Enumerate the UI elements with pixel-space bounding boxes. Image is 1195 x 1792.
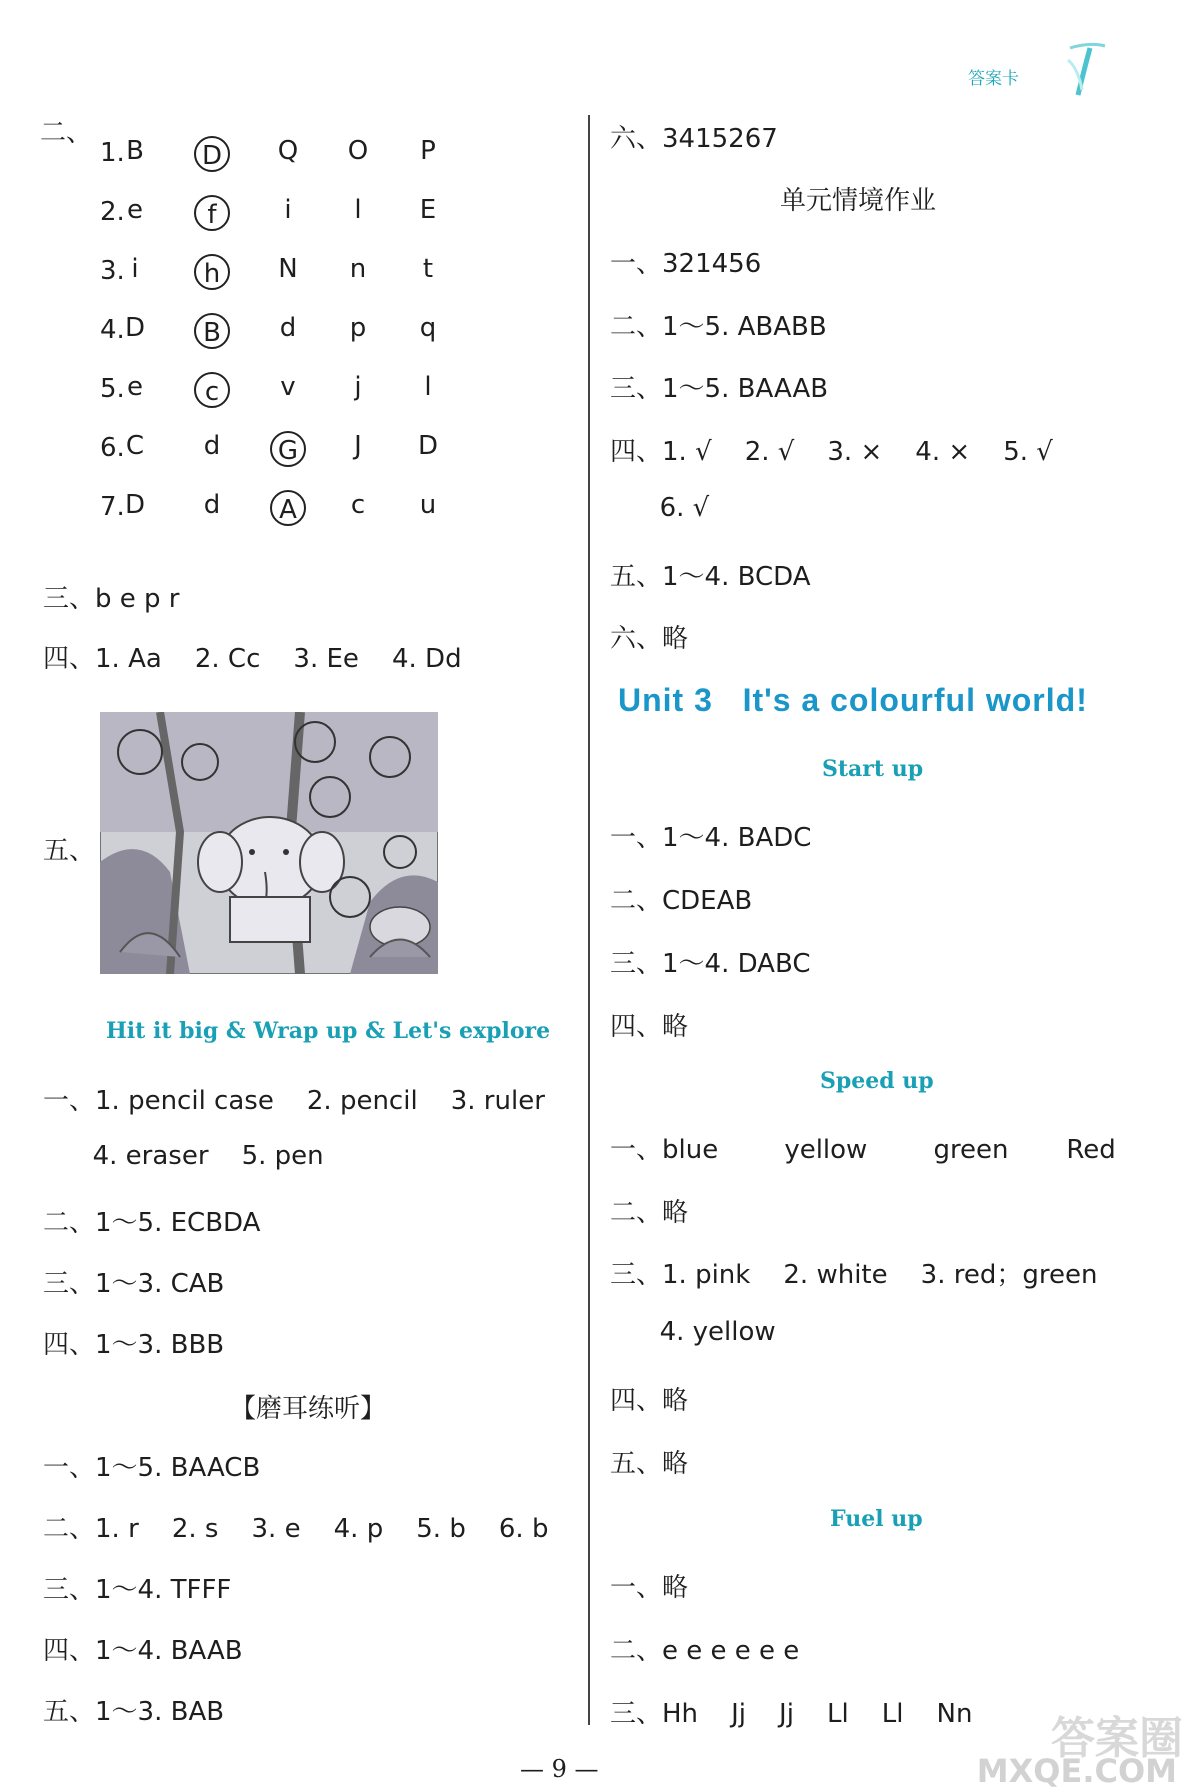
- grid-letter: v: [280, 372, 296, 402]
- grid-letter: e: [127, 195, 143, 225]
- grid-letter: D: [417, 431, 439, 461]
- grid-letter: E: [419, 195, 437, 225]
- answer-line: 一、略: [610, 1573, 689, 1603]
- answer-line: 四、略: [610, 1012, 689, 1042]
- hit-it-big-title: Hit it big & Wrap up & Let's explore: [106, 1018, 551, 1044]
- section-3-line: 三、b e p r: [43, 584, 180, 614]
- grid-row-number: 6.: [100, 433, 125, 463]
- grid-letter: u: [419, 490, 437, 520]
- answer-line: 五、1～3. BAB: [43, 1697, 225, 1727]
- grid-letter: N: [278, 254, 298, 284]
- answer-line: 四、1～3. BBB: [43, 1330, 225, 1360]
- circled-letter: f: [194, 195, 230, 231]
- grid-row-number: 3.: [100, 256, 125, 286]
- circled-letter: A: [270, 490, 306, 526]
- moer-title: 【磨耳练听】: [230, 1394, 387, 1424]
- answer-line: 一、blue yellow green Red: [610, 1135, 1116, 1165]
- section-2-label: 二、: [40, 118, 93, 148]
- grid-letter: q: [419, 313, 437, 343]
- grid-letter: e: [127, 372, 143, 402]
- answer-line: 一、321456: [610, 249, 762, 279]
- grid-letter: D: [124, 490, 146, 520]
- header-logo-icon: [1060, 40, 1110, 100]
- grid-letter: B: [126, 136, 144, 166]
- watermark-logo: 答案圈: [1051, 1713, 1183, 1764]
- grid-row-number: 7.: [100, 492, 125, 522]
- answer-line: 三、1. pink 2. white 3. red；green: [610, 1260, 1098, 1291]
- answer-line: 三、1～3. CAB: [43, 1269, 225, 1299]
- grid-letter: c: [350, 490, 366, 520]
- start-up-title: Start up: [822, 756, 924, 782]
- circled-letter: B: [194, 313, 230, 349]
- answer-line: 五、略: [610, 1448, 689, 1479]
- circled-letter: D: [194, 136, 230, 172]
- unit-task-title: 单元情境作业: [780, 186, 937, 216]
- answer-line: 三、1～5. BAAAB: [610, 374, 829, 404]
- grid-letter: J: [354, 431, 362, 461]
- circled-letter: h: [194, 254, 230, 290]
- circled-letter: G: [270, 431, 306, 467]
- answer-line: 4. eraser 5. pen: [43, 1141, 324, 1171]
- grid-letter: d: [279, 313, 297, 343]
- answer-line: 四、略: [610, 1385, 689, 1416]
- page-number: — 9 —: [520, 1755, 599, 1783]
- section-4-line: 四、1. Aa 2. Cc 3. Ee 4. Dd: [43, 644, 462, 674]
- answer-line: 四、1. √ 2. √ 3. × 4. × 5. √: [610, 436, 1053, 467]
- answer-line: 四、1～4. BAAB: [43, 1636, 243, 1666]
- answer-line: 六、略: [610, 624, 689, 654]
- answer-line: 五、1～4. BCDA: [610, 561, 811, 592]
- header-label: 答案卡: [968, 69, 1019, 89]
- grid-letter: i: [131, 254, 139, 284]
- answer-line: 二、1～5. ABABB: [610, 311, 827, 342]
- fuel-up-title: Fuel up: [830, 1506, 923, 1532]
- grid-row-number: 1.: [100, 138, 125, 168]
- grid-letter: d: [203, 431, 221, 461]
- grid-letter: j: [354, 372, 362, 402]
- column-divider: [588, 115, 590, 1725]
- circled-letter: c: [194, 372, 230, 408]
- answer-line: 二、1～5. ECBDA: [43, 1208, 261, 1238]
- grid-row-number: 5.: [100, 374, 125, 404]
- answer-line: 4. yellow: [610, 1317, 776, 1348]
- unit-3-title: Unit 3 It's a colourful world!: [618, 682, 1088, 718]
- grid-letter: n: [349, 254, 367, 284]
- grid-letter: C: [125, 431, 145, 461]
- answer-line: 6. √: [610, 493, 710, 523]
- answer-line: 三、1～4. DABC: [610, 949, 811, 979]
- grid-letter: l: [354, 195, 362, 225]
- answer-line: 二、e e e e e e: [610, 1636, 800, 1666]
- answer-line: 二、1. r 2. s 3. e 4. p 5. b 6. b: [43, 1514, 549, 1544]
- section-5-label: 五、: [43, 836, 96, 866]
- answer-line: 三、Hh Jj Jj Ll Ll Nn: [610, 1699, 973, 1729]
- grid-letter: O: [347, 136, 369, 166]
- grid-row-number: 4.: [100, 315, 125, 345]
- answer-line: 二、CDEAB: [610, 886, 753, 916]
- answer-line: 二、略: [610, 1197, 689, 1228]
- grid-letter: l: [424, 372, 432, 402]
- answer-line: 一、1～4. BADC: [610, 823, 812, 853]
- answer-line: 三、1～4. TFFF: [43, 1575, 232, 1605]
- answer-line: 一、1. pencil case 2. pencil 3. ruler: [43, 1086, 545, 1116]
- grid-letter: D: [124, 313, 146, 343]
- speed-up-title: Speed up: [820, 1068, 934, 1094]
- grid-row-number: 2.: [100, 197, 125, 227]
- grid-letter: Q: [277, 136, 299, 166]
- grid-letter: i: [284, 195, 292, 225]
- section-6-line: 六、3415267: [610, 124, 778, 154]
- grid-letter: p: [349, 313, 367, 343]
- grid-letter: t: [422, 254, 434, 284]
- jungle-illustration: [100, 712, 438, 974]
- grid-letter: P: [420, 136, 436, 166]
- answer-line: 一、1～5. BAACB: [43, 1453, 261, 1483]
- grid-letter: d: [203, 490, 221, 520]
- watermark-site: MXQE.COM: [976, 1752, 1177, 1790]
